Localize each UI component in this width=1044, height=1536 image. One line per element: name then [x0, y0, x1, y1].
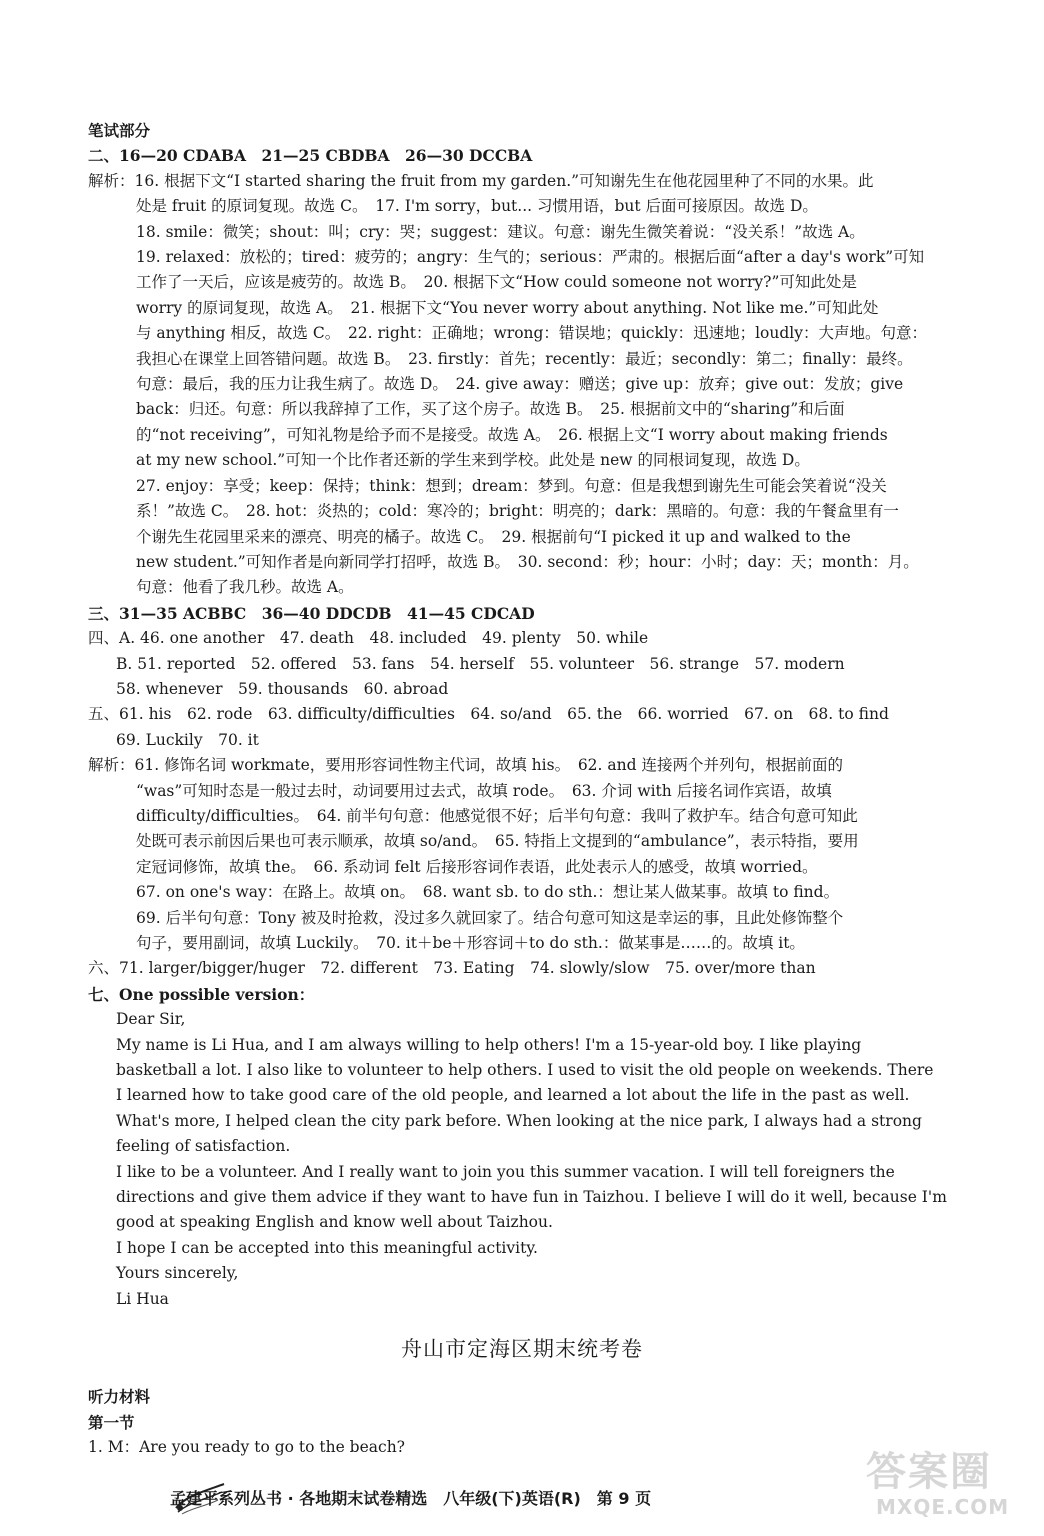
letter-line: Dear Sir,	[116, 1010, 186, 1029]
answer-line: 系！”故选 C。 28. hot：炎热的；cold：寒冷的；bright：明亮的；dark：黑暗的。句意：我的午餐盒里有一	[136, 502, 899, 521]
letter-line: I hope I can be accepted into this meaningful activity.	[116, 1238, 538, 1257]
answer-line: 句意：他看了我几秒。故选 A。	[136, 578, 354, 597]
answer-line: 19. relaxed：放松的；tired：疲劳的；angry：生气的；serious：严肃的。根据后面“after a day's work”可知	[136, 248, 925, 267]
answer-line: back：归还。句意：所以我辞掉了工作，买了这个房子。故选 B。 25. 根据前文中的“sharing”和后面	[136, 400, 845, 419]
answer-line: B. 51. reported 52. offered 53. fans 54. herself 55. volunteer 56. strange 57. modern	[116, 654, 845, 673]
answer-line: “was”可知时态是一般过去时，动词要用过去式，故填 rode。 63. 介词 with 后接名词作宾语，故填	[136, 781, 832, 800]
letter-line: My name is Li Hua, and I am always willing to help others! I'm a 15-year-old boy. I like playing	[116, 1035, 862, 1054]
answer-line: 的“not receiving”，可知礼物是给予而不是接受。故选 A。 26. 根据上文“I worry about making friends	[136, 425, 888, 444]
listening-question: 1. M：Are you ready to go to the beach?	[88, 1437, 405, 1456]
answer-line: 58. whenever 59. thousands 60. abroad	[116, 679, 449, 698]
letter-line: I like to be a volunteer. And I really want to join you this summer vacation. I will tell foreigners the	[116, 1162, 895, 1181]
answer-line: 我担心在课堂上回答错问题。故选 B。 23. firstly：首先；recently：最近；secondly：第二；finally：最终。	[136, 349, 913, 368]
listening-part: 第一节	[88, 1412, 135, 1432]
answer-line: 27. enjoy：享受；keep：保持；think：想到；dream：梦到。句意：但是我想到谢先生可能会笑着说“没关	[136, 476, 887, 495]
letter-line: basketball a lot. I also like to volunteer to help others. I used to visit the old people on weekends. There	[116, 1061, 934, 1080]
answer-line: 解析：16. 根据下文“I started sharing the fruit from my garden.”可知谢先生在他花园里种了不同的水果。此	[88, 171, 874, 190]
letter-line: directions and give them advice if they want to have fun in Taizhou. I believe I will do it well, because I'm	[116, 1188, 947, 1207]
letter-line: I learned how to take good care of the old people, and learned a lot about the life in the past as well.	[116, 1086, 910, 1105]
letter-line: What's more, I helped clean the city park before. When looking at the nice park, I always had a strong	[116, 1111, 922, 1130]
letter-line: good at speaking English and know well about Taizhou.	[116, 1213, 553, 1232]
answer-line: 个谢先生花园里采来的漂亮、明亮的橘子。故选 C。 29. 根据前句“I picked it up and walked to the	[136, 527, 851, 546]
answer-line: 句子，要用副词，故填 Luckily。 70. it＋be＋形容词＋to do sth.：做某事是……的。故填 it。	[136, 934, 805, 952]
answer-line: difficulty/difficulties。 64. 前半句句意：他感觉很不好；后半句句意：我叫了救护车。结合句意可知此	[136, 806, 858, 825]
answer-line: 与 anything 相反，故选 C。 22. right：正确地；wrong：错误地；quickly：迅速地；loudly：大声地。句意：	[136, 324, 927, 343]
listening-heading: 听力材料	[88, 1387, 151, 1407]
answer-line: worry 的原词复现，故选 A。 21. 根据下文“You never worry about anything. Not like me.”可知此处	[136, 298, 879, 317]
answer-line: 67. on one's way：在路上。故填 on。 68. want sb. to do sth.：想让某人做某事。故填 to find。	[136, 883, 840, 902]
exam-title: 舟山市定海区期末统考卷	[401, 1337, 643, 1362]
answer-line: 工作了一天后，应该是疲劳的。故选 B。 20. 根据下文“How could someone not worry?”可知此处是	[136, 273, 857, 292]
answer-line: 句意：最后，我的压力让我生病了。故选 D。 24. give away：赠送；give up：放弃；give out：发放；give	[136, 375, 904, 394]
watermark-url: MXQE.COM	[876, 1495, 1010, 1519]
answer-line: 六、71. larger/bigger/huger 72. different 73. Eating 74. slowly/slow 75. over/more than	[88, 959, 816, 978]
answer-line: 处既可表示前因后果也可表示顺承，故填 so/and。 65. 特指上文提到的“ambulance”，表示特指，要用	[136, 832, 859, 851]
letter-line: Li Hua	[116, 1289, 169, 1308]
answer-line: 二、16—20 CDABA 21—25 CBDBA 26—30 DCCBA	[88, 146, 533, 166]
document-body	[88, 118, 956, 1460]
answer-line: 七、One possible version：	[88, 984, 315, 1004]
answer-line: 定冠词修饰，故填 the。 66. 系动词 felt 后接形容词作表语，此处表示人的感受，故填 worried。	[136, 857, 818, 876]
page-footer: 孟建平系列丛书 · 各地期末试卷精选 八年级(下)英语(R) 第 9 页	[170, 1489, 652, 1508]
answer-line: 解析：61. 修饰名词 workmate，要用形容词性物主代词，故填 his。 62. and 连接两个并列句，根据前面的	[88, 756, 843, 775]
answer-line: 69. 后半句句意：Tony 被及时抢救，没过多久就回家了。结合句意可知这是幸运的事，且此处修饰整个	[136, 908, 844, 927]
letter-line: feeling of satisfaction.	[116, 1137, 291, 1156]
answer-line: 四、A. 46. one another 47. death 48. included 49. plenty 50. while	[88, 629, 649, 648]
watermark-text: 答案圈	[866, 1449, 992, 1495]
answer-line: new student.”可知作者是向新同学打招呼，故选 B。 30. second：秒；hour：小时；day：天；month：月。	[136, 552, 919, 571]
section-heading: 笔试部分	[88, 121, 151, 140]
letter-line: Yours sincerely,	[116, 1264, 239, 1283]
watermark	[866, 1448, 1026, 1528]
answer-line: at my new school.”可知一个比作者还新的学生来到学校。此处是 new 的同根词复现，故选 D。	[136, 451, 810, 470]
answer-line: 69. Luckily 70. it	[116, 730, 259, 749]
answer-line: 18. smile：微笑；shout：叫；cry：哭；suggest：建议。句意：谢先生微笑着说：“没关系！”故选 A。	[136, 222, 865, 241]
answer-line: 处是 fruit 的原词复现。故选 C。 17. I'm sorry，but... 习惯用语，but 后面可接原因。故选 D。	[136, 197, 818, 216]
answer-line: 三、31—35 ACBBC 36—40 DDCDB 41—45 CDCAD	[88, 603, 535, 623]
answer-line: 五、61. his 62. rode 63. difficulty/difficulties 64. so/and 65. the 66. worried 67. on 68. to find	[88, 705, 889, 724]
